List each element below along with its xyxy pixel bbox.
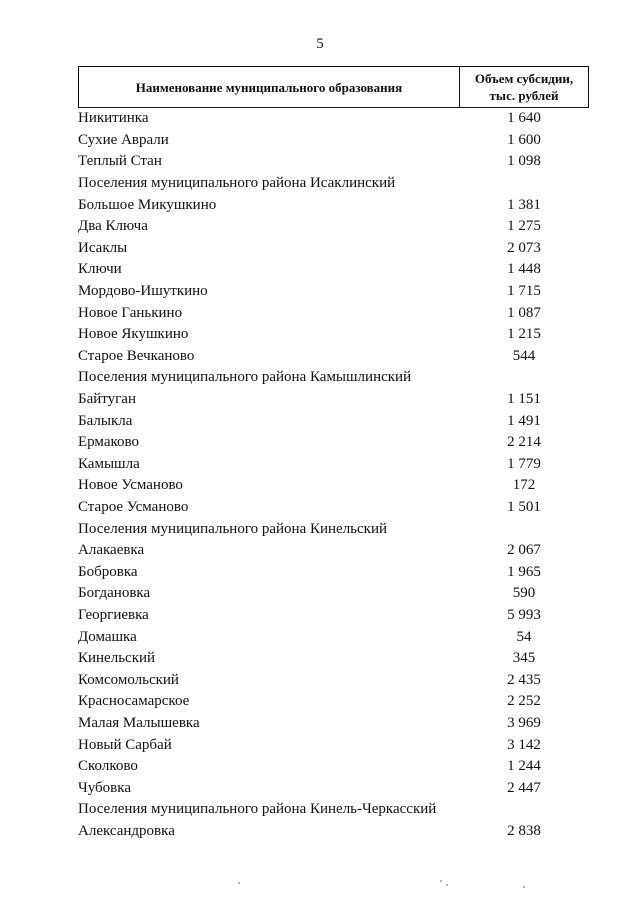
table-row xyxy=(78,734,589,756)
municipality-name: Домашка xyxy=(78,628,137,645)
table-row xyxy=(78,497,589,519)
municipality-name: Кинельский xyxy=(78,650,156,667)
municipality-name: Камышла xyxy=(78,455,140,472)
municipality-name: Алакаевка xyxy=(78,542,145,559)
subsidy-value: 1 501 xyxy=(507,498,541,515)
subsidy-value: 1 087 xyxy=(507,304,541,321)
group-heading: Поселения муниципального района Исаклинский xyxy=(78,175,396,192)
municipality-name: Ключи xyxy=(78,261,122,278)
table-row xyxy=(78,821,589,843)
table-row xyxy=(78,605,589,627)
municipality-name: Старое Усманово xyxy=(78,498,189,515)
municipality-name: Богдановка xyxy=(78,585,151,602)
municipality-name: Новое Усманово xyxy=(78,477,183,494)
subsidy-value: 345 xyxy=(512,650,536,667)
subsidy-value: 1 381 xyxy=(507,196,541,213)
table-row xyxy=(78,583,589,605)
subsidy-value: 2 214 xyxy=(507,434,541,451)
table-row xyxy=(78,475,589,497)
subsidy-value: 1 448 xyxy=(507,261,541,278)
subsidy-value: 590 xyxy=(512,585,536,602)
table-row xyxy=(78,108,589,130)
subsidy-value: 2 252 xyxy=(507,693,541,710)
scan-specks xyxy=(0,878,640,888)
subsidy-value: 3 142 xyxy=(507,736,541,753)
subsidy-value: 544 xyxy=(512,347,536,364)
subsidy-value: 1 215 xyxy=(507,326,541,343)
group-heading-row xyxy=(78,173,589,195)
table-row xyxy=(78,216,589,238)
table-row xyxy=(78,194,589,216)
municipality-name: Теплый Стан xyxy=(78,153,162,170)
municipality-name: Большое Микушкино xyxy=(78,196,217,213)
municipality-name: Новое Ганькино xyxy=(78,304,183,321)
municipality-name: Никитинка xyxy=(78,110,149,127)
table-row xyxy=(78,669,589,691)
subsidy-value: 1 275 xyxy=(507,218,541,235)
table-row xyxy=(78,130,589,152)
municipality-name: Сухие Аврали xyxy=(78,131,169,148)
table-row xyxy=(78,259,589,281)
subsidy-value: 5 993 xyxy=(507,606,541,623)
table-row xyxy=(78,151,589,173)
group-heading: Поселения муниципального района Кинельский xyxy=(78,520,388,537)
table-row xyxy=(78,410,589,432)
table-row xyxy=(78,281,589,303)
municipality-name: Новый Сарбай xyxy=(78,736,172,753)
subsidy-value: 2 073 xyxy=(507,239,541,256)
table-row xyxy=(78,324,589,346)
table-row xyxy=(78,691,589,713)
subsidy-value: 2 838 xyxy=(507,822,541,839)
table-row xyxy=(78,540,589,562)
subsidy-value: 1 151 xyxy=(507,391,541,408)
group-heading: Поселения муниципального района Кинель-Черкасский xyxy=(78,801,437,818)
municipality-name: Байтуган xyxy=(78,391,136,408)
municipality-name: Мордово-Ишуткино xyxy=(78,283,208,300)
table-row xyxy=(78,626,589,648)
municipality-name: Чубовка xyxy=(78,779,131,796)
group-heading: Поселения муниципального района Камышлинский xyxy=(78,369,412,386)
subsidy-value: 1 491 xyxy=(507,412,541,429)
municipality-name: Балыкла xyxy=(78,412,133,429)
subsidy-value: 1 600 xyxy=(507,131,541,148)
table-row xyxy=(78,648,589,670)
subsidy-value: 1 715 xyxy=(507,283,541,300)
table-row xyxy=(78,389,589,411)
group-heading-row xyxy=(78,367,589,389)
subsidy-value: 1 244 xyxy=(507,758,541,775)
table-row xyxy=(78,777,589,799)
subsidy-value: 2 067 xyxy=(507,542,541,559)
municipality-name: Ермаково xyxy=(78,434,139,451)
subsidy-value: 54 xyxy=(516,628,532,645)
group-heading-row xyxy=(78,799,589,821)
table-row xyxy=(78,713,589,735)
subsidy-value: 3 969 xyxy=(507,714,541,731)
table-body xyxy=(78,108,589,842)
subsidy-value: 1 098 xyxy=(507,153,541,170)
municipality-name: Новое Якушкино xyxy=(78,326,189,343)
subsidy-value: 1 640 xyxy=(507,110,541,127)
subsidy-value: 1 965 xyxy=(507,563,541,580)
municipality-name: Красносамарское xyxy=(78,693,190,710)
table-row xyxy=(78,346,589,368)
municipality-name: Исаклы xyxy=(78,239,128,256)
municipality-name: Старое Вечканово xyxy=(78,347,195,364)
table-header xyxy=(78,66,589,108)
page-number: 5 xyxy=(316,36,324,52)
municipality-name: Георгиевка xyxy=(78,606,149,623)
municipality-name: Бобровка xyxy=(78,563,138,580)
municipality-name: Сколково xyxy=(78,758,138,775)
table-row xyxy=(78,432,589,454)
municipality-name: Малая Малышевка xyxy=(78,714,200,731)
header-value-column xyxy=(460,67,588,107)
subsidy-value: 172 xyxy=(512,477,536,494)
header-value-line1: Объем субсидии, xyxy=(474,71,574,86)
table-row xyxy=(78,238,589,260)
subsidy-value: 2 447 xyxy=(507,779,541,796)
subsidy-value: 1 779 xyxy=(507,455,541,472)
group-heading-row xyxy=(78,518,589,540)
municipality-name: Два Ключа xyxy=(78,218,148,235)
table-row xyxy=(78,756,589,778)
table-row xyxy=(78,561,589,583)
subsidy-value: 2 435 xyxy=(507,671,541,688)
municipality-name: Комсомольский xyxy=(78,671,179,688)
municipality-name: Александровка xyxy=(78,822,175,839)
table-row xyxy=(78,302,589,324)
table-row xyxy=(78,454,589,476)
header-name-column: Наименование муниципального образования xyxy=(79,67,460,107)
header-value-line2: тыс. рублей xyxy=(489,88,559,103)
